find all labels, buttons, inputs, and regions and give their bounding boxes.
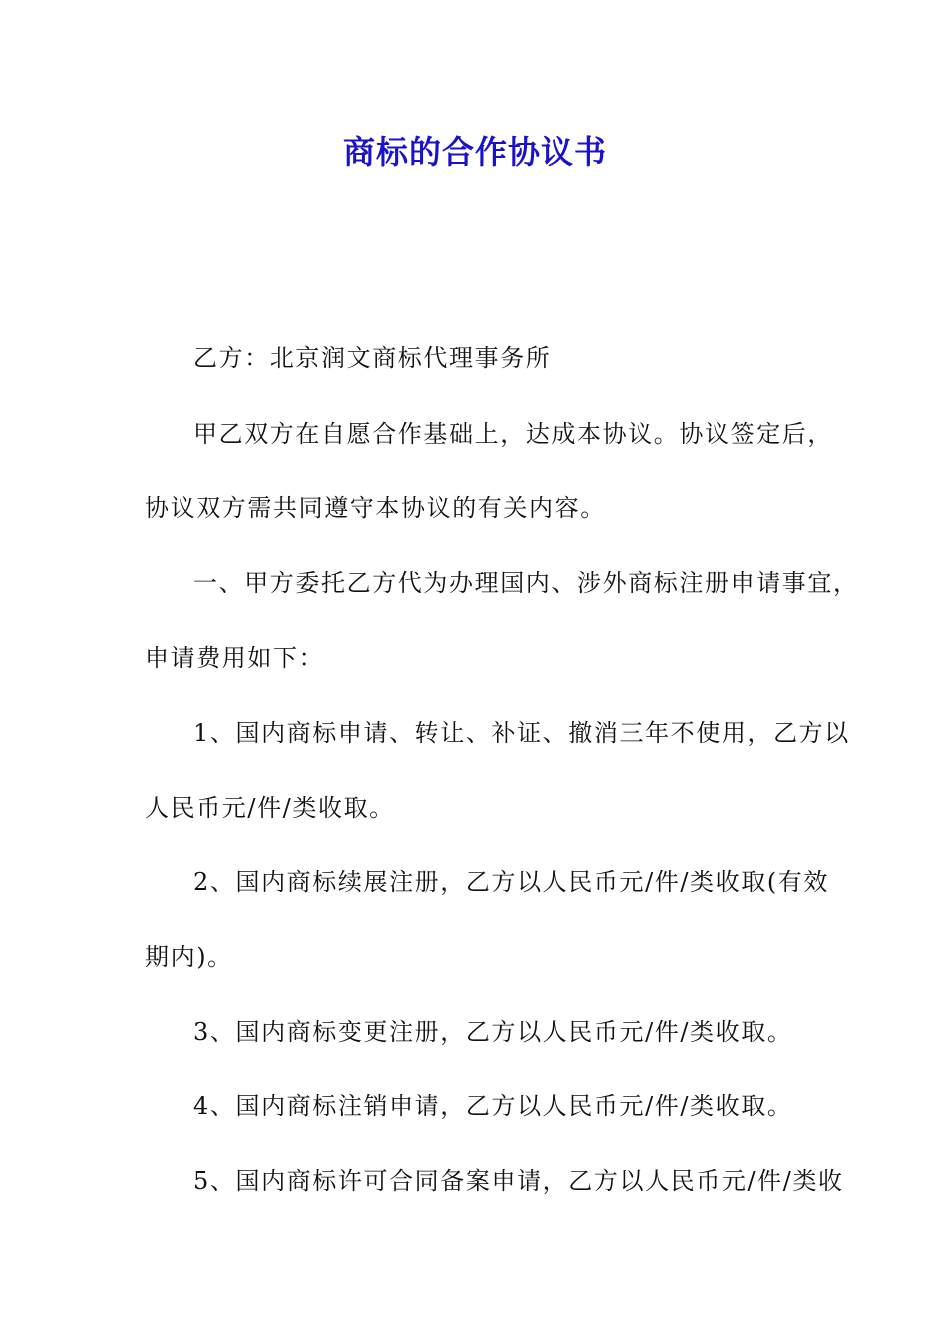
item-4-line: 4、国内商标注销申请，乙方以人民币元/件/类收取。 [193, 1092, 793, 1120]
paragraph-line: 甲乙双方在自愿合作基础上，达成本协议。协议签定后， [193, 420, 833, 448]
paragraph-line: 人民币元/件/类收取。 [145, 794, 395, 822]
paragraph-line: 申请费用如下： [145, 644, 325, 672]
paragraph-line: 期内)。 [145, 943, 233, 971]
clause-one-line: 一、甲方委托乙方代为办理国内、涉外商标注册申请事宜， [193, 569, 859, 597]
paragraph-line: 协议双方需共同遵守本协议的有关内容。 [145, 494, 606, 522]
item-5-line: 5、国内商标许可合同备案申请，乙方以人民币元/件/类收 [193, 1167, 844, 1195]
item-2-line: 2、国内商标续展注册，乙方以人民币元/件/类收取(有效 [193, 868, 830, 896]
item-1-line: 1、国内商标申请、转让、补证、撤消三年不使用，乙方以 [193, 719, 850, 747]
party-b-line: 乙方：北京润文商标代理事务所 [193, 344, 552, 372]
document-title: 商标的合作协议书 [342, 133, 607, 171]
item-3-line: 3、国内商标变更注册，乙方以人民币元/件/类收取。 [193, 1018, 793, 1046]
